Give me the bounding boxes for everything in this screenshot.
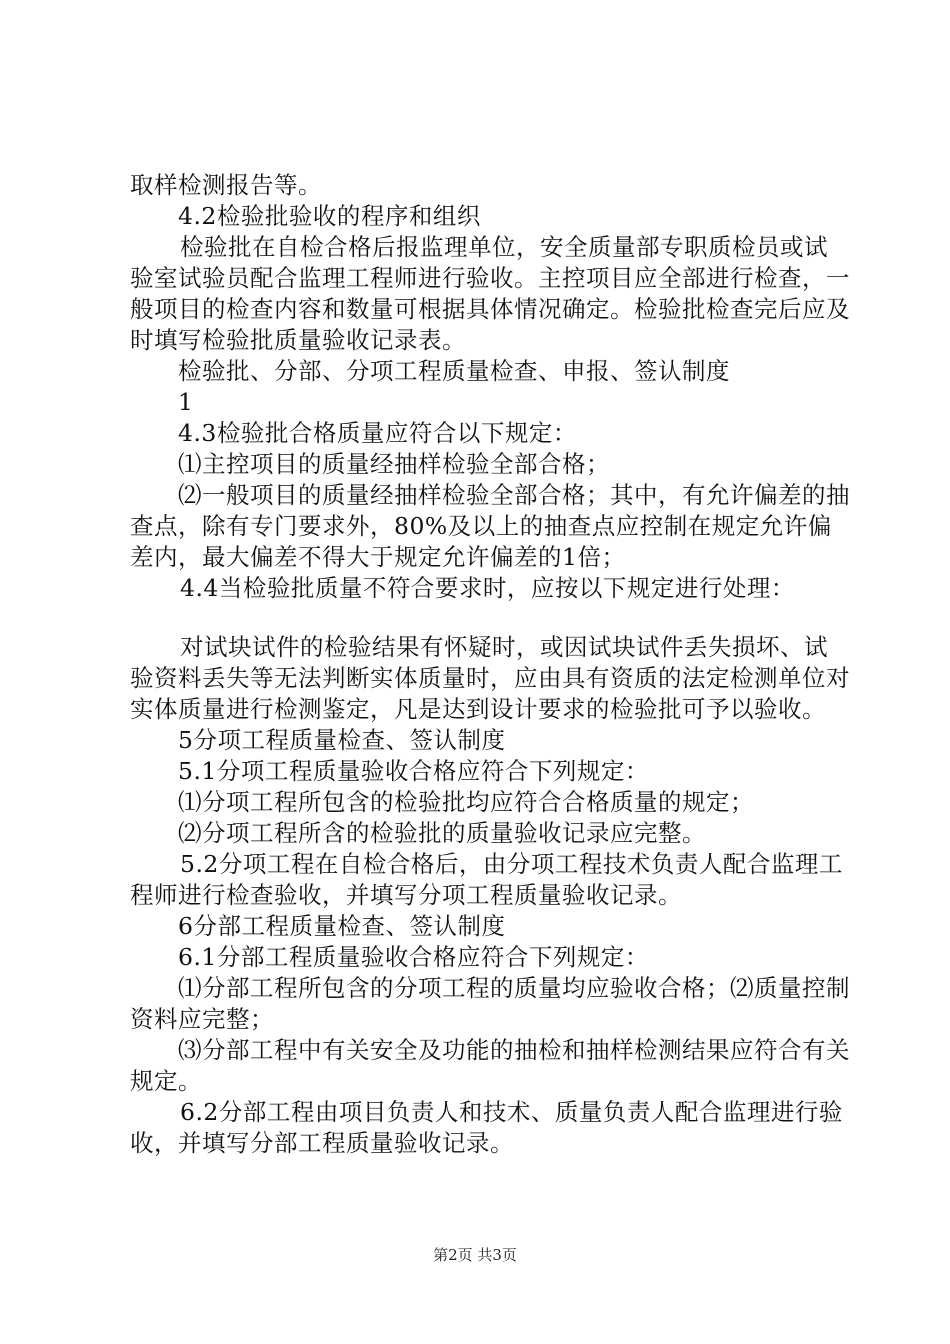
list-item: ⑴分部工程所包含的分项工程的质量均应验收合格；⑵质量控制资料应完整； [130, 974, 850, 1033]
paragraph: 检验批在自检合格后报监理单位，安全质量部专职质检员或试验室试验员配合监理工程师进行验收。主控项目应全部进行检查，一般项目的检查内容和数量可根据具体情况确定。检验批检查完后应及时填写检验批质量验收记录表。 [130, 233, 850, 354]
paragraph: 对试块试件的检验结果有怀疑时，或因试块试件丢失损坏、试验资料丢失等无法判断实体质量时，应由具有资质的法定检测单位对实体质量进行检测鉴定，凡是达到设计要求的检验批可予以验收。 [130, 633, 850, 723]
list-item: ⑶分部工程中有关安全及功能的抽检和抽样检测结果应符合有关规定。 [130, 1036, 850, 1095]
list-item: ⑵一般项目的质量经抽样检验全部合格；其中，有允许偏差的抽查点，除有专门要求外，80%及以上的抽查点应控制在规定允许偏差内，最大偏差不得大于规定允许偏差的1倍； [130, 481, 850, 571]
section-heading: 4.3检验批合格质量应符合以下规定： [178, 419, 577, 447]
section-heading: 5.1分项工程质量验收合格应符合下列规定： [178, 757, 649, 785]
document-body [130, 170, 850, 1159]
document-title-line: 检验批、分部、分项工程质量检查、申报、签认制度 [178, 357, 730, 385]
page-number-line: 1 [178, 388, 194, 416]
list-item: ⑴主控项目的质量经抽样检验全部合格； [178, 450, 610, 478]
list-item: ⑴分项工程所包含的检验批均应符合合格质量的规定； [178, 788, 754, 816]
section-heading: 5分项工程质量检查、签认制度 [178, 726, 506, 754]
section-heading: 6.1分部工程质量验收合格应符合下列规定： [178, 943, 649, 971]
page-indicator: 第2页 共3页 [433, 1246, 517, 1264]
section-heading: 6分部工程质量检查、签认制度 [178, 912, 506, 940]
paragraph: 取样检测报告等。 [130, 171, 322, 199]
blank-line [130, 604, 850, 632]
list-item: ⑵分项工程所含的检验批的质量验收记录应完整。 [178, 819, 706, 847]
paragraph: 6.2分部工程由项目负责人和技术、质量负责人配合监理进行验收，并填写分部工程质量验收记录。 [130, 1098, 843, 1157]
section-heading: 4.4当检验批质量不符合要求时，应按以下规定进行处理： [180, 574, 795, 602]
page-footer [0, 1244, 950, 1265]
paragraph: 5.2分项工程在自检合格后，由分项工程技术负责人配合监理工程师进行检查验收，并填写分项工程质量验收记录。 [130, 850, 843, 909]
section-heading: 4.2检验批验收的程序和组织 [178, 202, 481, 230]
